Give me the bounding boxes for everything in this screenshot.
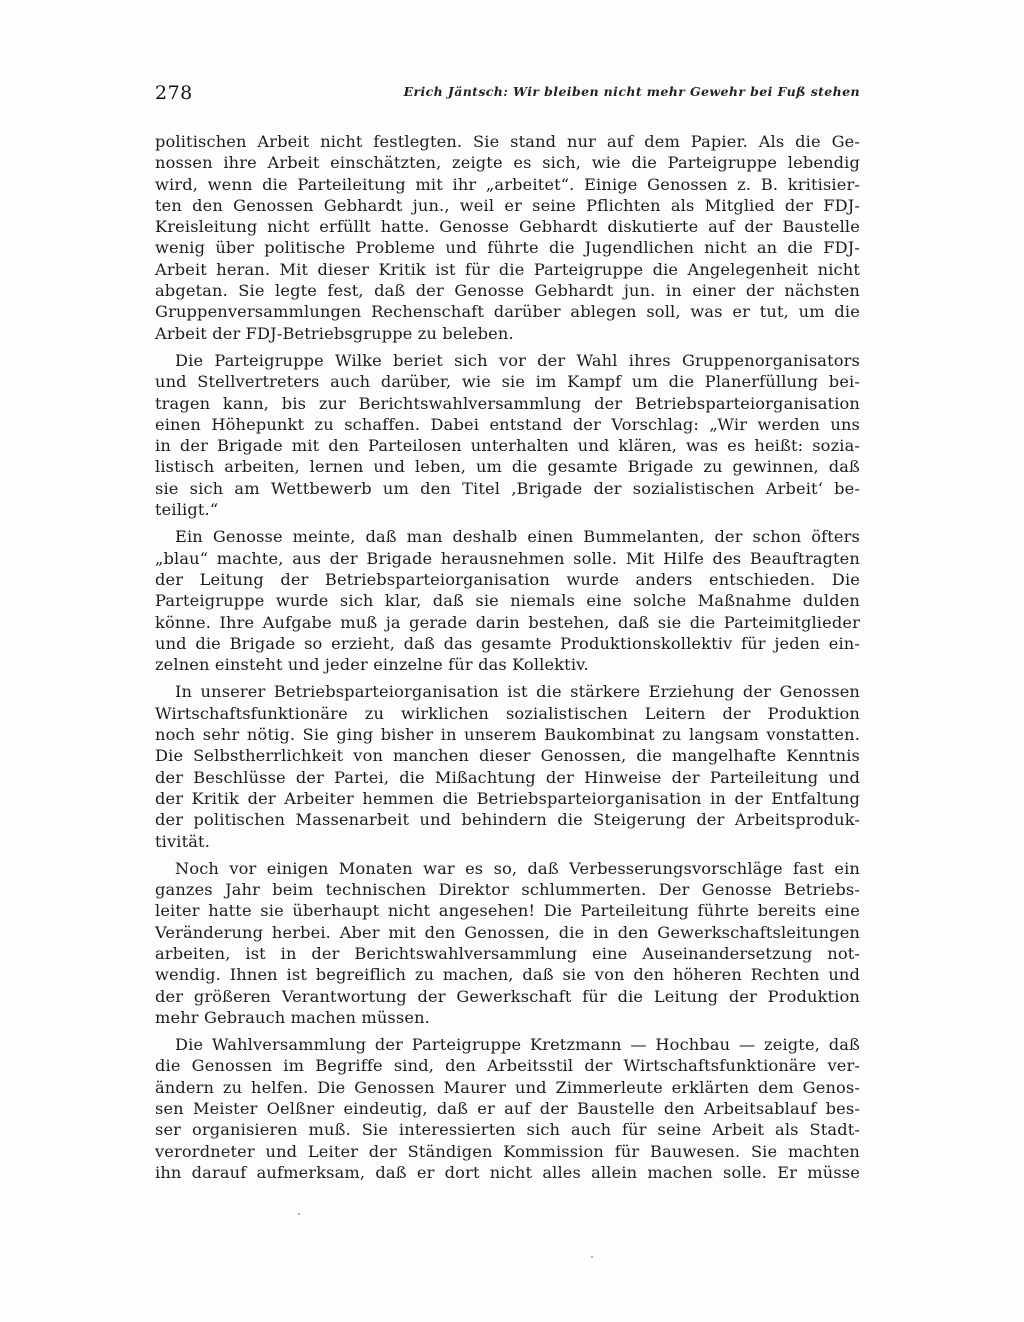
text-line: Kreisleitung nicht erfüllt hatte. Genosse Gebhardt diskutierte auf der Baustelle	[155, 217, 860, 237]
text-line: politischen Arbeit nicht festlegten. Sie stand nur auf dem Papier. Als die Ge-	[155, 132, 860, 151]
text-line: Ein Genosse meinte, daß man deshalb einen Bummelanten, der schon öfters	[175, 527, 860, 547]
text-line: der politischen Massenarbeit und behindern die Steigerung der Arbeitsproduk-	[155, 810, 860, 830]
text-line: wenig über politische Probleme und führte die Jugendlichen nicht an die FDJ-	[155, 238, 860, 258]
scan-speck	[591, 1256, 593, 1258]
paragraph	[155, 1034, 860, 1183]
text-line: Wirtschaftsfunktionäre zu wirklichen sozialistischen Leitern der Produktion	[155, 703, 860, 723]
body-text	[155, 131, 860, 1183]
text-line: und Stellvertreters auch darüber, wie sie im Kampf um die Planerfüllung bei-	[155, 372, 860, 392]
text-line: Die Wahlversammlung der Parteigruppe Kretzmann — Hochbau — zeigte, daß	[175, 1035, 860, 1055]
text-line: Die Parteigruppe Wilke beriet sich vor der Wahl ihres Gruppenorganisators	[175, 350, 860, 370]
page-header	[155, 80, 860, 110]
text-line: noch sehr nötig. Sie ging bisher in unserem Baukombinat zu langsam vonstatten.	[155, 725, 860, 745]
text-line: verordneter und Leiter der Ständigen Kommission für Bauwesen. Sie machten	[155, 1141, 860, 1161]
text-line: einen Höhepunkt zu schaffen. Dabei entstand der Vorschlag: „Wir werden uns	[155, 414, 860, 434]
text-line: In unserer Betriebsparteiorganisation ist die stärkere Erziehung der Genossen	[175, 682, 860, 702]
paragraph	[155, 526, 860, 675]
text-line: leiter hatte sie überhaupt nicht angesehen! Die Parteileitung führte bereits eine	[155, 901, 860, 921]
text-line: Arbeit heran. Mit dieser Kritik ist für die Parteigruppe die Angelegenheit nicht	[155, 259, 860, 279]
text-line: zelnen einsteht und jeder einzelne für das Kollektiv.	[155, 655, 589, 675]
text-line: mehr Gebrauch machen müssen.	[155, 1007, 430, 1027]
page-number: 278	[155, 82, 193, 104]
text-line: ten den Genossen Gebhardt jun., weil er seine Pflichten als Mitglied der FDJ-	[155, 195, 860, 215]
text-line: wendig. Ihnen ist begreiflich zu machen, daß sie von den höheren Rechten und	[155, 965, 860, 985]
text-line: in der Brigade mit den Parteilosen unterhalten und klären, was es heißt: sozia-	[155, 436, 860, 456]
text-line: ändern zu helfen. Die Genossen Maurer und Zimmerleute erklärten dem Genos-	[155, 1077, 860, 1097]
text-line: der Kritik der Arbeiter hemmen die Betriebsparteiorganisation in der Entfaltung	[155, 788, 860, 808]
text-line: könne. Ihre Aufgabe muß ja gerade darin bestehen, daß sie die Parteimitglieder	[155, 612, 860, 632]
text-line: Noch vor einigen Monaten war es so, daß Verbesserungsvorschläge fast ein	[175, 858, 860, 878]
text-line: tivität.	[155, 831, 211, 851]
text-line: teiligt.“	[155, 500, 219, 520]
text-line: nossen ihre Arbeit einschätzten, zeigte es sich, wie die Parteigruppe lebendig	[155, 153, 860, 173]
text-line: und die Brigade so erzieht, daß das gesamte Produktionskollektiv für jeden ein-	[155, 633, 860, 653]
text-line: sie sich am Wettbewerb um den Titel ‚Brigade der sozialistischen Arbeit‘ be-	[155, 478, 860, 498]
text-line: Gruppenversammlungen Rechenschaft darüber ablegen soll, was er tut, um die	[155, 302, 860, 322]
text-line: der Leitung der Betriebsparteiorganisation wurde anders entschieden. Die	[155, 569, 860, 589]
paragraph	[155, 858, 860, 1028]
text-line: der größeren Verantwortung der Gewerkschaft für die Leitung der Produktion	[155, 986, 860, 1006]
text-line: wird, wenn die Parteileitung mit ihr „arbeitet“. Einige Genossen z. B. kritisier-	[155, 174, 860, 194]
text-line: der Beschlüsse der Partei, die Mißachtung der Hinweise der Parteileitung und	[155, 767, 860, 787]
running-head: Erich Jäntsch: Wir bleiben nicht mehr Gewehr bei Fuß stehen	[403, 84, 860, 99]
text-line: tragen kann, bis zur Berichtswahlversammlung der Betriebsparteiorganisation	[155, 393, 860, 413]
text-line: Parteigruppe wurde sich klar, daß sie niemals eine solche Maßnahme dulden	[155, 591, 860, 611]
scan-speck	[298, 1213, 300, 1215]
paragraph	[155, 681, 860, 851]
text-line: ser organisieren muß. Sie interessierten sich auch für seine Arbeit als Stadt-	[155, 1120, 860, 1140]
text-line: listisch arbeiten, lernen und leben, um die gesamte Brigade zu gewinnen, daß	[155, 457, 860, 477]
text-line: ganzes Jahr beim technischen Direktor schlummerten. Der Genosse Betriebs-	[155, 880, 860, 900]
text-line: „blau“ machte, aus der Brigade herausnehmen solle. Mit Hilfe des Beauftragten	[155, 548, 860, 568]
text-line: Arbeit der FDJ-Betriebsgruppe zu beleben.	[155, 323, 514, 343]
text-line: sen Meister Oelßner eindeutig, daß er auf der Baustelle den Arbeitsablauf bes-	[155, 1099, 860, 1119]
text-line: ihn darauf aufmerksam, daß er dort nicht alles allein machen solle. Er müsse	[155, 1162, 860, 1182]
text-line: abgetan. Sie legte fest, daß der Genosse Gebhardt jun. in einer der nächsten	[155, 281, 860, 301]
text-line: Die Selbstherrlichkeit von manchen dieser Genossen, die mangelhafte Kenntnis	[155, 746, 860, 766]
text-line: Veränderung herbei. Aber mit den Genossen, die in den Gewerkschaftsleitungen	[155, 922, 860, 942]
text-line: arbeiten, ist in der Berichtswahlversammlung eine Auseinandersetzung not-	[155, 943, 860, 963]
text-line: die Genossen im Begriffe sind, den Arbeitsstil der Wirtschaftsfunktionäre ver-	[155, 1056, 860, 1076]
paragraph	[155, 131, 860, 344]
paragraph	[155, 350, 860, 520]
